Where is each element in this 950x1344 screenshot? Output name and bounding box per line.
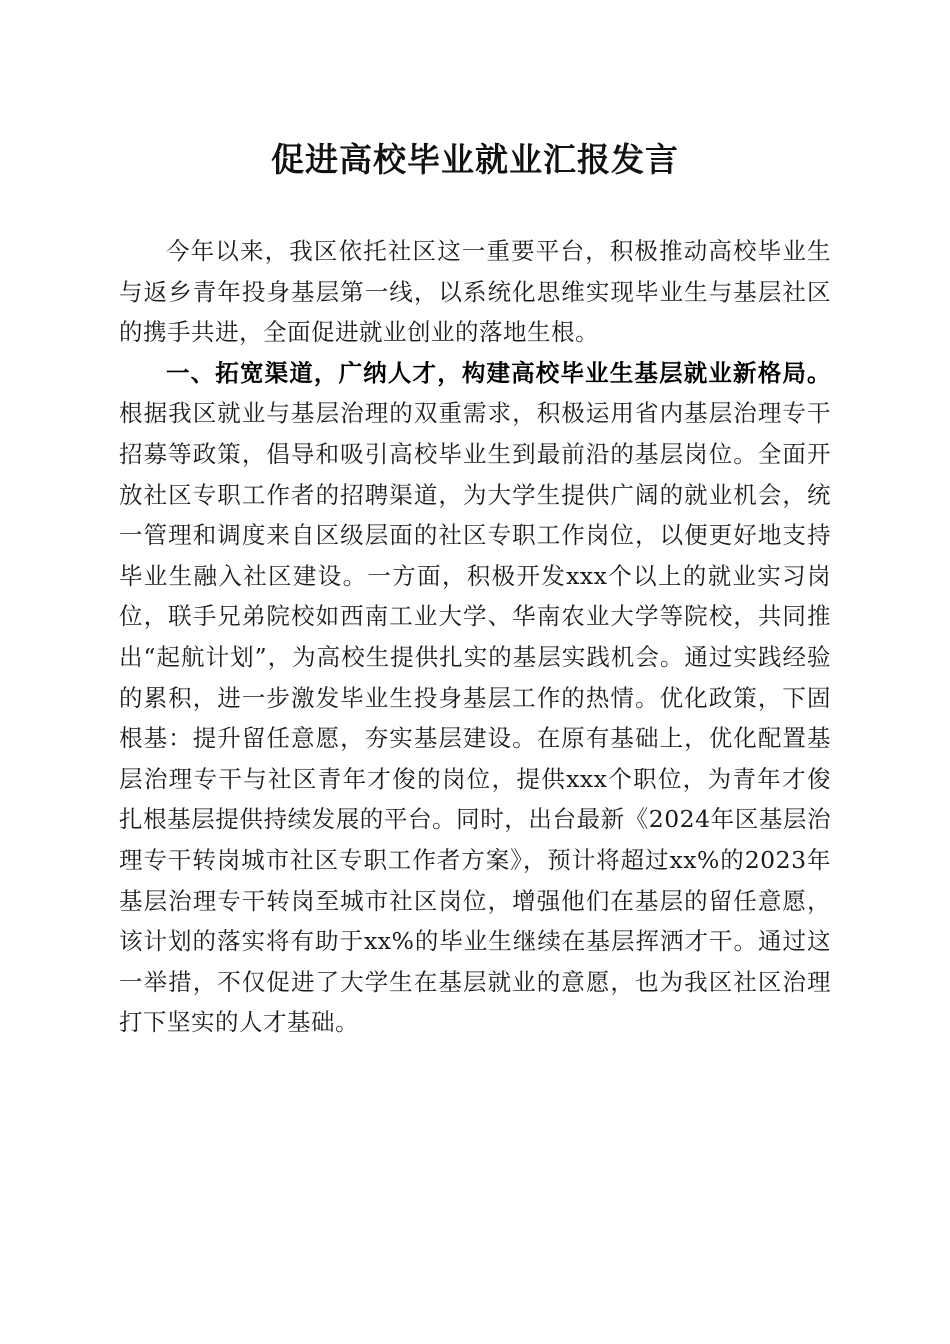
section-1-paragraph (119, 353, 831, 1043)
intro-paragraph: 今年以来，我区依托社区这一重要平台，积极推动高校毕业生与返乡青年投身基层第一线，以系统化思维实现毕业生与基层社区的携手共进，全面促进就业创业的落地生根。 (119, 237, 831, 347)
section-1-heading: 一、拓宽渠道，广纳人才，构建高校毕业生基层就业新格局。 (166, 358, 831, 387)
section-1-body: 根据我区就业与基层治理的双重需求，积极运用省内基层治理专干招募等政策，倡导和吸引高校毕业生到最前沿的基层岗位。全面开放社区专职工作者的招聘渠道，为大学生提供广阔的就业机会，统一管理和调度来自区级层面的社区专职工作岗位，以便更好地支持毕业生融入社区建设。一方面，积极开发xxx个以上的就业实习岗位，联手兄弟院校如西南工业大学、华南农业大学等院校，共同推出“起航计划”，为高校生提供扎实的基层实践机会。通过实践经验的累积，进一步激发毕业生投身基层工作的热情。优化政策，下固根基：提升留任意愿，夯实基层建设。在原有基础上，优化配置基层治理专干与社区青年才俊的岗位，提供xxx个职位，为青年才俊扎根基层提供持续发展的平台。同时，出台最新《2024年区基层治理专干转岗城市社区专职工作者方案》，预计将超过xx%的2023年基层治理专干转岗至城市社区岗位，增强他们在基层的留任意愿，该计划的落实将有助于xx%的毕业生继续在基层挥洒才干。通过这一举措，不仅促进了大学生在基层就业的意愿，也为我区社区治理打下坚实的人才基础。 (119, 399, 831, 1037)
document-title: 促进高校毕业就业汇报发言 (271, 140, 679, 179)
document-body (119, 231, 831, 1043)
